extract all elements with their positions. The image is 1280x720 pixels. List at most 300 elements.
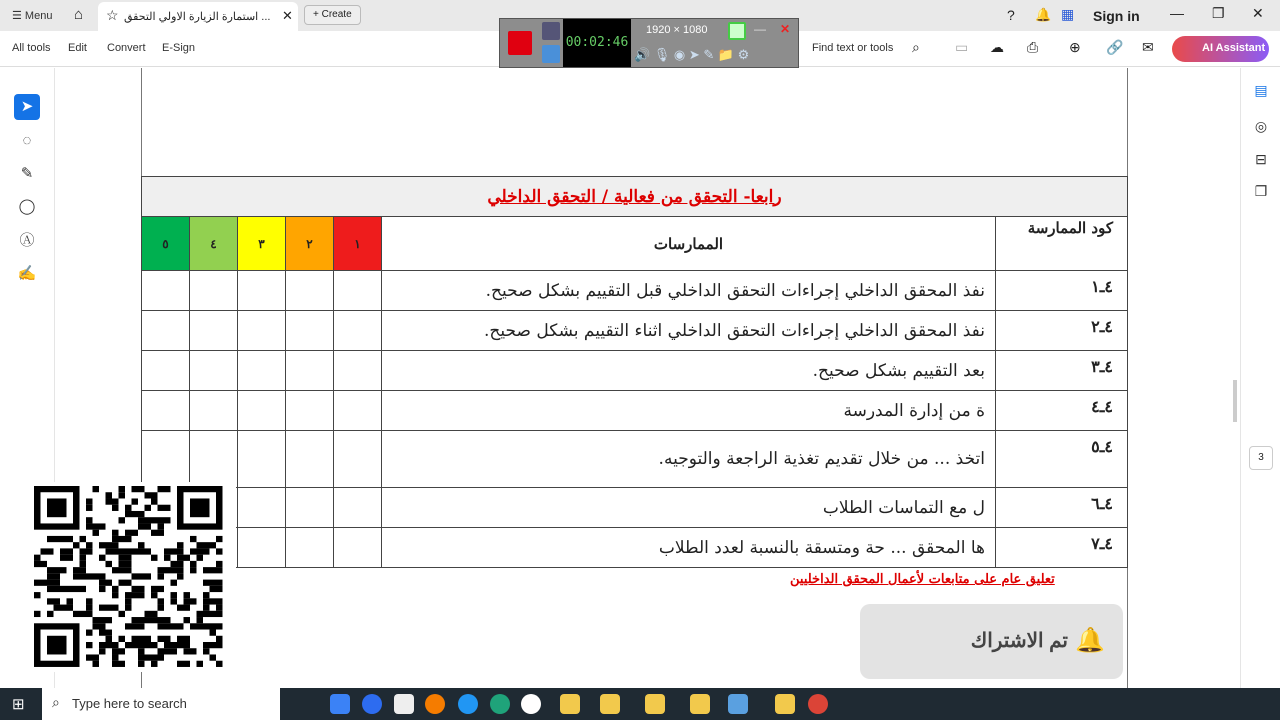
region-button[interactable] <box>728 22 746 40</box>
bookmark-icon[interactable]: ⊟ <box>1255 151 1267 167</box>
qr-module <box>86 523 93 529</box>
qr-module <box>99 580 106 586</box>
qr-module <box>47 548 54 554</box>
qr-module <box>93 530 100 536</box>
minimize-recorder-icon[interactable]: — <box>754 22 766 36</box>
speaker-icon[interactable]: 🔊 🎙 ◉ ➤ ✎ 📁 ⚙ <box>634 47 750 62</box>
qr-module <box>138 648 145 654</box>
chrome-icon[interactable] <box>808 694 828 714</box>
qr-module <box>132 586 139 592</box>
rating-cell-3[interactable] <box>238 488 286 528</box>
practice-code: ٤ـ٦ <box>996 488 1128 528</box>
qr-module <box>210 542 217 548</box>
qr-module <box>197 623 204 629</box>
zoom-icon[interactable] <box>362 694 382 714</box>
qr-module <box>132 623 139 629</box>
qr-module <box>60 548 67 554</box>
qr-module <box>177 636 184 642</box>
rating-cell-1[interactable] <box>334 351 382 391</box>
qr-module <box>216 642 223 648</box>
qr-module <box>86 573 93 579</box>
rating-cell-4[interactable] <box>190 431 238 488</box>
qr-module <box>145 642 152 648</box>
qr-module <box>164 636 171 642</box>
qr-module <box>184 592 191 598</box>
qr-module <box>86 542 93 548</box>
esign-menu[interactable]: E-Sign <box>162 42 196 54</box>
qr-module <box>99 623 106 629</box>
pen-icon[interactable]: ✎ <box>20 165 34 182</box>
qr-module <box>67 555 74 561</box>
qr-module <box>190 648 197 654</box>
qr-module <box>132 511 139 517</box>
qr-module <box>34 580 41 586</box>
qr-module <box>119 561 126 567</box>
rating-cell-5[interactable] <box>142 271 190 311</box>
qr-module <box>151 611 158 617</box>
qr-module <box>145 548 152 554</box>
practice-code: ٤ـ٧ <box>996 528 1128 568</box>
qr-module <box>171 623 178 629</box>
qr-module <box>145 654 152 660</box>
qr-module <box>158 567 165 573</box>
qr-module <box>80 567 87 573</box>
rating-cell-2[interactable] <box>286 351 334 391</box>
qr-module <box>151 654 158 660</box>
qr-module <box>210 630 217 636</box>
qr-module <box>54 573 61 579</box>
rating-cell-3[interactable] <box>238 528 286 568</box>
qr-module <box>184 617 191 623</box>
all-tools-menu[interactable]: All tools <box>12 42 51 54</box>
rating-cell-2[interactable] <box>286 271 334 311</box>
qr-module <box>73 542 80 548</box>
sign-icon[interactable]: ✍ <box>17 265 37 282</box>
qr-module <box>132 548 139 554</box>
evaluation-table <box>141 176 1128 568</box>
qr-module <box>112 586 119 592</box>
qr-module <box>184 605 191 611</box>
qr-module <box>164 555 171 561</box>
qr-module <box>86 517 93 523</box>
qr-module <box>158 517 165 523</box>
qr-module <box>67 548 74 554</box>
folder-icon[interactable] <box>645 694 665 714</box>
qr-module <box>138 586 145 592</box>
qr-module <box>145 611 152 617</box>
qr-module <box>164 567 171 573</box>
qr-module <box>112 605 119 611</box>
rating-cell-4[interactable] <box>190 271 238 311</box>
qr-module <box>67 605 74 611</box>
qr-module <box>158 573 165 579</box>
qr-module <box>203 648 210 654</box>
rating-cell-2[interactable] <box>286 391 334 431</box>
qr-module <box>112 592 119 598</box>
table-row <box>142 271 1128 311</box>
qr-module <box>112 505 119 511</box>
qr-module <box>145 523 152 529</box>
ai-assistant-label: AI Assistant <box>1202 42 1266 54</box>
rating-cell-4[interactable] <box>190 311 238 351</box>
qr-module <box>86 654 93 660</box>
qr-module <box>151 592 158 598</box>
qr-module <box>190 536 197 542</box>
app-icon[interactable] <box>458 694 478 714</box>
qr-module <box>151 642 158 648</box>
qr-module <box>190 548 197 554</box>
qr-module <box>86 642 93 648</box>
qr-module <box>138 636 145 642</box>
qr-module <box>60 605 67 611</box>
rating-cell-3[interactable] <box>238 391 286 431</box>
home-icon[interactable]: ⌂ <box>74 6 84 23</box>
edge-icon[interactable] <box>490 694 510 714</box>
qr-module <box>197 661 204 667</box>
qr-module <box>164 648 171 654</box>
help-icon[interactable]: ? <box>1007 7 1015 23</box>
firefox-icon[interactable] <box>425 694 445 714</box>
qr-module <box>190 598 197 604</box>
qr-module <box>158 636 165 642</box>
convert-menu[interactable]: Convert <box>107 42 146 54</box>
folder-icon[interactable] <box>560 694 580 714</box>
qr-module <box>47 611 54 617</box>
qr-module <box>60 536 67 542</box>
qr-module <box>203 623 210 629</box>
qr-module <box>119 567 126 573</box>
qr-module <box>93 486 100 492</box>
practice-code: ٤ـ٢ <box>996 311 1128 351</box>
qr-module <box>145 617 152 623</box>
qr-module <box>197 555 204 561</box>
qr-module <box>177 573 184 579</box>
qr-module <box>73 573 80 579</box>
qr-module <box>106 561 113 567</box>
qr-module <box>210 654 217 660</box>
qr-module <box>125 536 132 542</box>
rating-cell-3[interactable] <box>238 431 286 488</box>
comment-icon[interactable]: ◌ <box>22 132 32 149</box>
qr-module <box>125 561 132 567</box>
sign-in-button[interactable]: Sign in <box>1093 8 1140 24</box>
qr-module <box>119 492 126 498</box>
qr-module <box>47 636 67 655</box>
tab-title: استمارة الزيارة الاولي التحقق ... <box>124 11 271 23</box>
computer-icon[interactable] <box>728 694 748 714</box>
search-placeholder: Type here to search <box>72 696 187 711</box>
rating-cell-3[interactable] <box>238 311 286 351</box>
qr-module <box>106 630 113 636</box>
qr-module <box>177 561 184 567</box>
qr-module <box>158 605 165 611</box>
qr-module <box>158 523 165 529</box>
qr-module <box>216 598 223 604</box>
rating-cell-5[interactable] <box>142 351 190 391</box>
qr-module <box>216 636 223 642</box>
rating-header-5: ٥ <box>142 217 190 271</box>
rating-cell-1[interactable] <box>334 311 382 351</box>
qr-module <box>54 580 61 586</box>
qr-module <box>177 548 184 554</box>
create-button[interactable]: + Create <box>304 5 361 25</box>
close-recorder-icon[interactable]: ✕ <box>780 22 791 36</box>
qr-module <box>164 617 171 623</box>
qr-module <box>47 580 54 586</box>
comments-icon[interactable]: ◎ <box>1254 118 1268 134</box>
practices-header: الممارسات <box>382 217 996 271</box>
qr-module <box>164 623 171 629</box>
qr-module <box>216 580 223 586</box>
pages-icon[interactable]: ❐ <box>1254 183 1268 199</box>
practice-code: ٤ـ٤ <box>996 391 1128 431</box>
qr-module <box>106 498 113 504</box>
section-title: رابعا- التحقق من فعالية / التحقق الداخلي <box>142 177 1128 217</box>
edit-menu[interactable]: Edit <box>68 42 87 54</box>
link-icon[interactable]: 🔗 <box>1106 39 1124 55</box>
rating-cell-2[interactable] <box>286 488 334 528</box>
qr-module <box>112 548 119 554</box>
qr-module <box>151 617 158 623</box>
qr-module <box>184 555 191 561</box>
practice-code: ٤ـ١ <box>996 271 1128 311</box>
rating-cell-1[interactable] <box>334 488 382 528</box>
qr-module <box>190 498 210 517</box>
rating-cell-1[interactable] <box>334 271 382 311</box>
media-player-icon[interactable] <box>521 694 541 714</box>
qr-module <box>145 517 152 523</box>
practice-text: نفذ المحقق الداخلي إجراءات التحقق الداخلي قبل التقييم بشكل صحيح. <box>382 271 996 311</box>
qr-module <box>132 498 139 504</box>
record-stop-button[interactable] <box>508 31 532 55</box>
qr-module <box>171 648 178 654</box>
qr-module <box>158 505 165 511</box>
qr-module <box>119 536 126 542</box>
qr-module <box>190 561 197 567</box>
rating-cell-3[interactable] <box>238 271 286 311</box>
qr-module <box>203 605 210 611</box>
qr-module <box>151 555 158 561</box>
qr-module <box>164 517 171 523</box>
qr-module <box>177 555 184 561</box>
qr-module <box>125 555 132 561</box>
qr-module <box>216 623 223 629</box>
general-comment-label: تعليق عام على متابعات لأعمال المحقق الداخليين <box>790 572 1055 587</box>
text-box-icon[interactable]: Ⓐ <box>19 232 35 249</box>
close-window-icon[interactable]: ✕ <box>1252 5 1264 21</box>
qr-module <box>47 586 54 592</box>
qr-module <box>171 598 178 604</box>
qr-module <box>151 517 158 523</box>
page-number-badge[interactable]: 3 <box>1249 446 1273 470</box>
qr-module <box>158 617 165 623</box>
share-user-icon[interactable]: ⊕ <box>1069 39 1081 55</box>
rating-cell-3[interactable] <box>238 351 286 391</box>
rating-cell-4[interactable] <box>190 391 238 431</box>
qr-module <box>177 661 184 667</box>
qr-module <box>197 542 204 548</box>
table-row <box>142 351 1128 391</box>
qr-module <box>171 580 178 586</box>
upload-icon[interactable]: ☁ <box>990 39 1004 55</box>
qr-module <box>67 586 74 592</box>
qr-module <box>158 623 165 629</box>
qr-module <box>216 605 223 611</box>
qr-module <box>99 586 106 592</box>
qr-module <box>125 567 132 573</box>
folder-icon[interactable] <box>600 694 620 714</box>
qr-module <box>177 605 184 611</box>
rating-cell-2[interactable] <box>286 528 334 568</box>
apps-icon[interactable]: ▦ <box>1061 6 1075 22</box>
qr-module <box>216 567 223 573</box>
qr-module <box>216 661 223 667</box>
qr-module <box>216 536 223 542</box>
qr-module <box>106 605 113 611</box>
qr-module <box>106 548 113 554</box>
qr-module <box>106 492 113 498</box>
qr-module <box>145 505 152 511</box>
qr-module <box>99 630 106 636</box>
qr-module <box>138 617 145 623</box>
rating-cell-5[interactable] <box>142 311 190 351</box>
qr-module <box>177 642 184 648</box>
qr-module <box>145 636 152 642</box>
qr-module <box>138 573 145 579</box>
qr-module <box>210 567 217 573</box>
qr-module <box>80 573 87 579</box>
email-icon[interactable]: ✉ <box>1142 39 1154 55</box>
qr-module <box>80 536 87 542</box>
qr-module <box>47 598 54 604</box>
qr-module <box>158 648 165 654</box>
qr-module <box>86 598 93 604</box>
qr-module <box>112 654 119 660</box>
qr-module <box>106 617 113 623</box>
qr-module <box>112 498 119 504</box>
close-tab-icon[interactable]: ✕ <box>282 8 293 23</box>
ai-assistant-button[interactable] <box>1172 36 1269 62</box>
qr-module <box>80 561 87 567</box>
pause-button[interactable] <box>542 45 560 63</box>
qr-module <box>93 661 100 667</box>
star-icon[interactable]: ☆ <box>106 7 119 23</box>
qr-module <box>112 642 119 648</box>
rating-cell-5[interactable] <box>142 431 190 488</box>
qr-module <box>138 623 145 629</box>
rating-cell-2[interactable] <box>286 311 334 351</box>
rating-cell-1[interactable] <box>334 528 382 568</box>
folder-icon[interactable] <box>690 694 710 714</box>
qr-module <box>184 636 191 642</box>
qr-module <box>210 598 217 604</box>
taskbar-search-input[interactable] <box>42 688 280 720</box>
qr-module <box>125 642 132 648</box>
qr-module <box>145 492 152 498</box>
rating-cell-4[interactable] <box>190 351 238 391</box>
select-cursor-icon[interactable]: ➤ <box>14 94 40 120</box>
qr-module <box>99 523 106 529</box>
qr-module <box>99 605 106 611</box>
qr-module <box>151 530 158 536</box>
copilot-icon[interactable] <box>330 694 350 714</box>
qr-module <box>125 511 132 517</box>
minimize-icon[interactable]: — <box>1170 5 1184 21</box>
qr-module <box>138 511 145 517</box>
qr-module <box>171 548 178 554</box>
print-icon[interactable]: ⎙ <box>1027 39 1039 55</box>
table-row <box>142 391 1128 431</box>
qr-module <box>119 486 126 492</box>
qr-module <box>54 536 61 542</box>
camera-icon[interactable] <box>542 22 560 40</box>
search-icon[interactable]: ⌕ <box>912 39 920 55</box>
menu-button[interactable]: ☰ Menu <box>12 10 53 22</box>
qr-module <box>138 517 145 523</box>
qr-module <box>119 611 126 617</box>
scrollbar-thumb[interactable] <box>1233 380 1237 422</box>
qr-module <box>41 580 48 586</box>
qr-module <box>158 530 165 536</box>
qr-module <box>112 542 119 548</box>
qr-module <box>197 548 204 554</box>
qr-module <box>99 555 106 561</box>
store-icon[interactable] <box>394 694 414 714</box>
rating-cell-1[interactable] <box>334 391 382 431</box>
qr-module <box>106 542 113 548</box>
rating-cell-1[interactable] <box>334 431 382 488</box>
qr-module <box>184 661 191 667</box>
qr-module <box>34 561 41 567</box>
qr-module <box>132 530 139 536</box>
qr-module <box>106 642 113 648</box>
recording-timer: 00:02:46 <box>563 19 631 67</box>
qr-module <box>86 611 93 617</box>
find-tools-input[interactable]: Find text or tools <box>812 42 894 54</box>
lasso-icon[interactable]: ◯ <box>18 198 36 215</box>
qr-module <box>125 598 132 604</box>
qr-module <box>80 611 87 617</box>
qr-module <box>99 573 106 579</box>
practice-text: ة من إدارة المدرسة <box>382 391 996 431</box>
qr-module <box>86 498 93 504</box>
save-icon[interactable]: ▭ <box>955 39 969 55</box>
qr-module <box>73 586 80 592</box>
qr-module <box>119 548 126 554</box>
qr-module <box>184 642 191 648</box>
rating-cell-2[interactable] <box>286 431 334 488</box>
bell-icon[interactable]: 🔔 <box>1035 7 1052 22</box>
panel-icon[interactable]: ▤ <box>1254 82 1268 98</box>
qr-module <box>99 617 106 623</box>
qr-module <box>158 654 165 660</box>
document-tab[interactable] <box>98 2 298 31</box>
folder-icon[interactable] <box>775 694 795 714</box>
toast-text: تم الاشتراك <box>970 630 1068 652</box>
right-tool-rail <box>1240 68 1280 688</box>
rating-cell-5[interactable] <box>142 391 190 431</box>
qr-module <box>125 505 132 511</box>
qr-module <box>184 598 191 604</box>
windows-start-icon[interactable]: ⊞ <box>12 696 25 713</box>
qr-module <box>132 573 139 579</box>
qr-module <box>119 555 126 561</box>
qr-module <box>99 648 106 654</box>
maximize-icon[interactable]: ❐ <box>1212 5 1225 21</box>
qr-module <box>34 555 41 561</box>
practice-text: ها المحقق ... حة ومتسقة بالنسبة لعدد الطلاب <box>382 528 996 568</box>
qr-module <box>125 623 132 629</box>
